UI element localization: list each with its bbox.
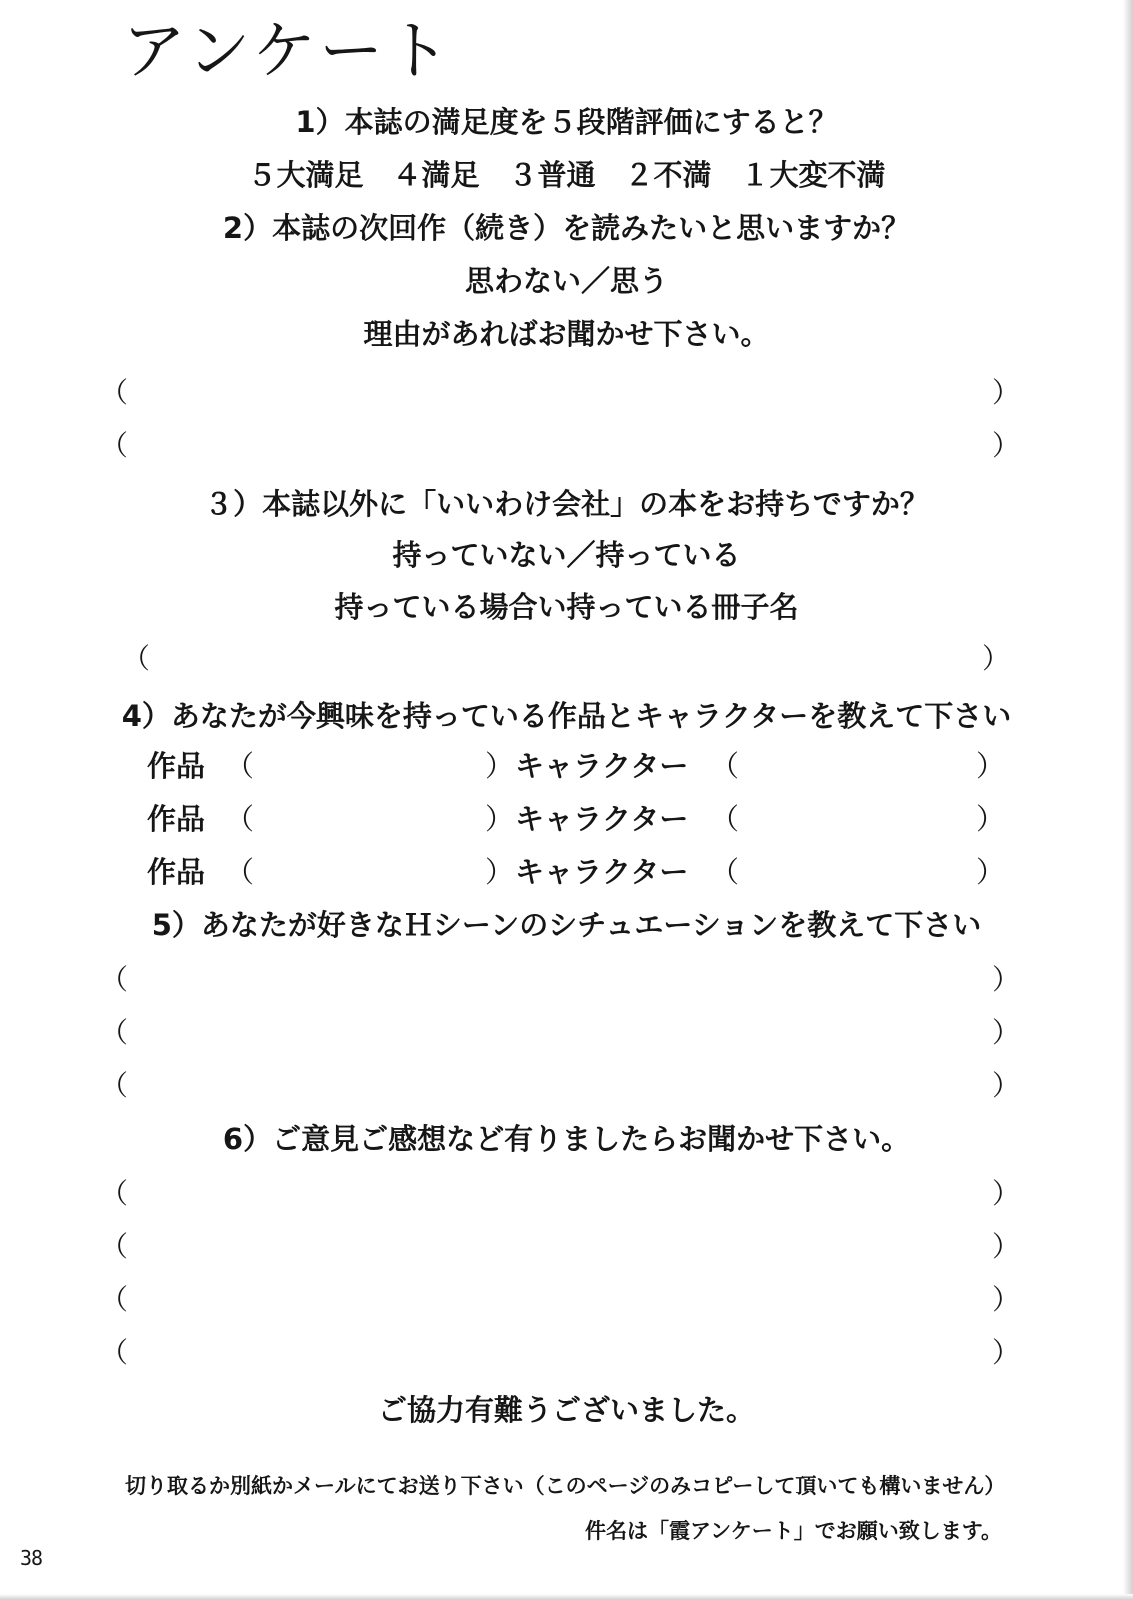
character-label: キャラクター <box>515 802 689 836</box>
open-bracket: （ <box>100 963 129 996</box>
open-bracket: （ <box>225 855 255 889</box>
submission-instructions: 切り取るか別紙かメールにてお送り下さい（このページのみコピーして頂いても構いません） <box>125 1474 1006 1498</box>
close-bracket: ） <box>981 642 1010 675</box>
close-bracket: ） <box>991 1177 1020 1210</box>
close-bracket: ） <box>485 855 515 889</box>
close-bracket: ） <box>976 749 1006 783</box>
open-bracket: （ <box>710 855 740 889</box>
character-label: キャラクター <box>515 749 689 783</box>
q6-answer-line[interactable] <box>100 1229 1020 1265</box>
thanks-message: ご協力有難うございました。 <box>377 1393 755 1427</box>
q3-prompt: 持っている場合い持っている冊子名 <box>334 590 799 624</box>
q4-question: 4）あなたが今興味を持っている作品とキャラクターを教えて下さい <box>121 699 1012 733</box>
q3-options: 持っていない／持っている <box>392 538 741 572</box>
open-bracket: （ <box>225 749 255 783</box>
q5-answer-line[interactable] <box>100 1015 1020 1051</box>
q1-options: ５大満足 ４満足 ３普通 ２不満 １大変不満 <box>247 158 886 192</box>
q2-answer-line[interactable] <box>100 375 1020 411</box>
open-bracket: （ <box>100 1177 129 1210</box>
open-bracket: （ <box>710 749 740 783</box>
q5-question: 5）あなたが好きなＨシーンのシチュエーションを教えて下さい <box>151 908 982 942</box>
q6-answer-line[interactable] <box>100 1282 1020 1318</box>
q4-answer-row[interactable] <box>147 852 1006 892</box>
q6-answer-line[interactable] <box>100 1176 1020 1212</box>
q5-answer-line[interactable] <box>100 962 1020 998</box>
close-bracket: ） <box>991 1069 1020 1102</box>
close-bracket: ） <box>485 802 515 836</box>
work-label: 作品 <box>147 855 206 889</box>
open-bracket: （ <box>100 376 129 409</box>
q2-prompt: 理由があればお聞かせ下さい。 <box>363 317 770 351</box>
open-bracket: （ <box>122 642 151 675</box>
open-bracket: （ <box>225 802 255 836</box>
q3-question: ３）本誌以外に「いいわけ会社」の本をお持ちですか？ <box>204 487 929 521</box>
close-bracket: ） <box>991 429 1020 462</box>
open-bracket: （ <box>710 802 740 836</box>
close-bracket: ） <box>991 963 1020 996</box>
q4-answer-row[interactable] <box>147 746 1006 786</box>
close-bracket: ） <box>485 749 515 783</box>
page-edge-bottom <box>0 1594 1133 1600</box>
email-subject-note: 件名は「霞アンケート」でお願い致します。 <box>585 1519 1003 1543</box>
open-bracket: （ <box>100 1069 129 1102</box>
q2-question: 2）本誌の次回作（続き）を読みたいと思いますか？ <box>222 211 911 245</box>
open-bracket: （ <box>100 1016 129 1049</box>
open-bracket: （ <box>100 1336 129 1369</box>
page-title: アンケート <box>122 15 454 89</box>
close-bracket: ） <box>991 1336 1020 1369</box>
close-bracket: ） <box>991 1016 1020 1049</box>
close-bracket: ） <box>976 802 1006 836</box>
page-number: 38 <box>20 1546 43 1570</box>
close-bracket: ） <box>991 1283 1020 1316</box>
q6-answer-line[interactable] <box>100 1335 1020 1371</box>
work-label: 作品 <box>147 749 206 783</box>
q1-question: 1）本誌の満足度を５段階評価にすると？ <box>295 105 838 139</box>
character-label: キャラクター <box>515 855 689 889</box>
q5-answer-line[interactable] <box>100 1068 1020 1104</box>
close-bracket: ） <box>991 1230 1020 1263</box>
work-label: 作品 <box>147 802 206 836</box>
open-bracket: （ <box>100 1230 129 1263</box>
open-bracket: （ <box>100 429 129 462</box>
q2-options: 思わない／思う <box>464 264 668 298</box>
q6-question: 6）ご意見ご感想など有りましたらお聞かせ下さい。 <box>222 1122 911 1156</box>
q3-answer-line[interactable] <box>122 641 1010 677</box>
q2-answer-line[interactable] <box>100 428 1020 464</box>
open-bracket: （ <box>100 1283 129 1316</box>
close-bracket: ） <box>991 376 1020 409</box>
q4-answer-row[interactable] <box>147 799 1006 839</box>
close-bracket: ） <box>976 855 1006 889</box>
